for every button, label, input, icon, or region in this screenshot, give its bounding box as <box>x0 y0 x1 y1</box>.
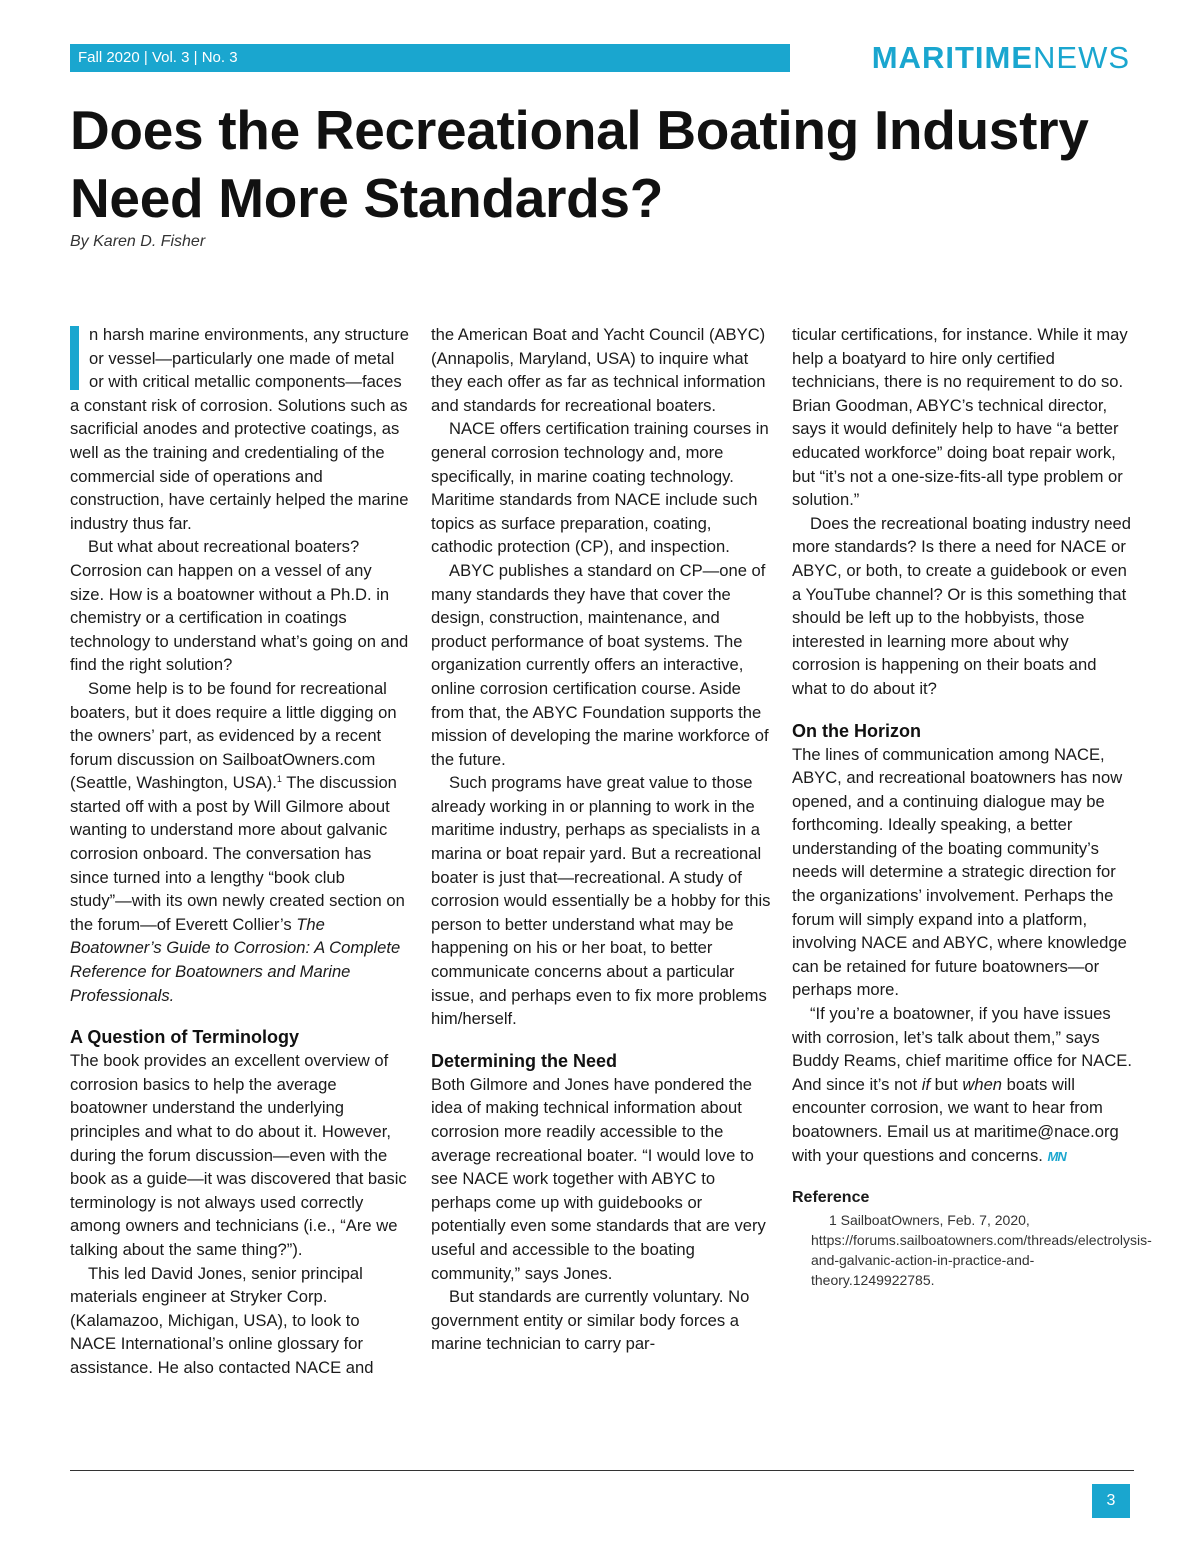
paragraph: Such programs have great value to those already working in or planning to work in the maritime industry, perhaps as specialists in a marina or boat repair yard. But a recreational boater is just that—recreational. A study of corrosion would essentially be a hobby for this person to better understand what may be happening on his or her boat, to better communicate concerns about a particular issue, and perhaps even to fix more problems him/herself. <box>431 773 771 1029</box>
paragraph: ABYC publishes a standard on CP—one of many standards they have that cover the design, construction, maintenance, and product performance of boat systems. The organization currently offers an interactive, online corrosion certification course. Aside from that, the ABYC Foundation supports the mission of developing the marine workforce of the future. <box>431 560 769 769</box>
paragraph <box>70 677 410 1007</box>
byline: By Karen D. Fisher <box>70 233 206 250</box>
reference-heading: Reference <box>792 1189 870 1207</box>
section-heading: On the Horizon <box>792 720 921 741</box>
paragraph: the American Boat and Yacht Council (ABYC) (Annapolis, Maryland, USA) to inquire what they each offer as far as technical information and standards for recreational boaters. <box>431 325 766 415</box>
column-1 <box>70 323 410 1380</box>
footer-divider <box>70 1470 1134 1471</box>
paragraph: The lines of communication among NACE, ABYC, and recreational boatowners has now opened, and a continuing dialogue may be forthcoming. Ideally speaking, a better understanding of the boating community’s needs will determine a strategic direction for the organizations’ involvement. Perhaps the forum will simply expand into a platform, involving NACE and ABYC, where knowledge can be retained for future boatowners—or perhaps more. <box>792 744 1127 1000</box>
book-title: The Boatowner’s Guide to Corrosion: A Complete Reference for Boatowners and Marine Professionals. <box>70 914 401 1005</box>
paragraph: Both Gilmore and Jones have pondered the idea of making technical information about corrosion more readily accessible to the average recreational boater. “I would love to see NACE work together with ABYC to perhaps come up with guidebooks or potentially even some standards that are very useful and accessible to the boating community,” says Jones. <box>431 1074 766 1283</box>
page-number: 3 <box>1092 1484 1130 1518</box>
brand-logo <box>860 40 1130 76</box>
paragraph-text: “If you’re a boatowner, if you have issues with corrosion, let’s talk about them,” says Buddy Reams, chief maritime office for NACE. And since it’s not <box>792 1004 1132 1094</box>
column-2 <box>431 323 771 1356</box>
end-mark-icon: MN <box>1047 1148 1066 1164</box>
paragraph: But what about recreational boaters? Corrosion can happen on a vessel of any size. How is a boatowner without a Ph.D. in chemistry or a certification in coatings technology to understand what’s going on and find the right solution? <box>70 537 409 675</box>
footnote-marker: 1 <box>276 774 282 785</box>
paragraph <box>70 323 410 535</box>
reference-item: 1 SailboatOwners, Feb. 7, 2020, https://forums.sailboatowners.com/threads/electrolysis-and-galvanic-action-in-practice-and-theory.1249922785. <box>811 1211 1152 1288</box>
paragraph-text: n harsh marine environments, any structure or vessel—particularly one made of metal or with critical metallic components—faces a constant risk of corrosion. Solutions such as sacrificial anodes and protective coatings, as well as the training and credentialing of the commercial side of operations and construction, have certainly helped the marine industry thus far. <box>70 325 410 533</box>
paragraph-text: Some help is to be found for recreational boaters, but it does require a little digging on the owners’ part, as evidenced by a recent forum discussion on SailboatOwners.com (Seattle, Washington, USA). <box>70 678 397 793</box>
article-title: Does the Recreational Boating Industry Need More Standards? <box>70 99 1089 229</box>
drop-cap <box>70 326 79 390</box>
column-3 <box>792 323 1152 1290</box>
paragraph: ticular certifications, for instance. While it may help a boatyard to hire only certified technicians, there is no requirement to do so. Brian Goodman, ABYC’s technical director, says it would definitely help to have “a better educated workforce” doing boat repair work, but “it’s not a one-size-fits-all type problem or solution.” <box>792 325 1128 510</box>
section-heading: Determining the Need <box>431 1050 618 1071</box>
paragraph: This led David Jones, senior principal materials engineer at Stryker Corp. (Kalamazoo, Michigan, USA), to look to NACE International’s online glossary for assistance. He also contacted NACE and <box>70 1263 374 1377</box>
paragraph: The book provides an excellent overview of corrosion basics to help the average boatowner understand the underlying principles and what to do about it. However, during the forum discussion—even with the book as a guide—it was discovered that basic terminology is not always used correctly among owners and technicians (i.e., “Are we talking about the same thing?”). <box>70 1051 407 1259</box>
emphasis: when <box>962 1074 1003 1094</box>
section-heading: A Question of Terminology <box>70 1027 299 1048</box>
emphasis: if <box>921 1074 931 1094</box>
brand-logo-bold: MARITIME <box>871 40 1033 75</box>
paragraph: But standards are currently voluntary. No government entity or similar body forces a marine technician to carry par- <box>431 1287 750 1354</box>
paragraph <box>792 1002 1132 1168</box>
issue-label: Fall 2020 | Vol. 3 | No. 3 <box>78 49 238 66</box>
paragraph-text: boats will encounter corrosion, we want to hear from boatowners. Email us at maritime@nace.org with your questions and concerns. <box>792 1074 1119 1165</box>
brand-logo-light: NEWS <box>1033 40 1130 75</box>
paragraph-text: The discussion started off with a post by Will Gilmore about wanting to understand more about galvanic corrosion onboard. The conversation has since turned into a lengthy “book club study”—with its own newly created section on the forum—of Everett Collier’s <box>70 773 405 934</box>
paragraph-text: but <box>930 1074 963 1094</box>
paragraph: NACE offers certification training courses in general corrosion technology and, more specifically, in marine coating technology. Maritime standards from NACE include such topics as surface preparation, coating, cathodic protection (CP), and inspection. <box>431 419 769 557</box>
paragraph: Does the recreational boating industry need more standards? Is there a need for NACE or ABYC, or both, to create a guidebook or even a YouTube channel? Or is this something that should be left up to the hobbyists, those interested in learning more about why corrosion is happening on their boats and what to do about it? <box>792 513 1132 698</box>
